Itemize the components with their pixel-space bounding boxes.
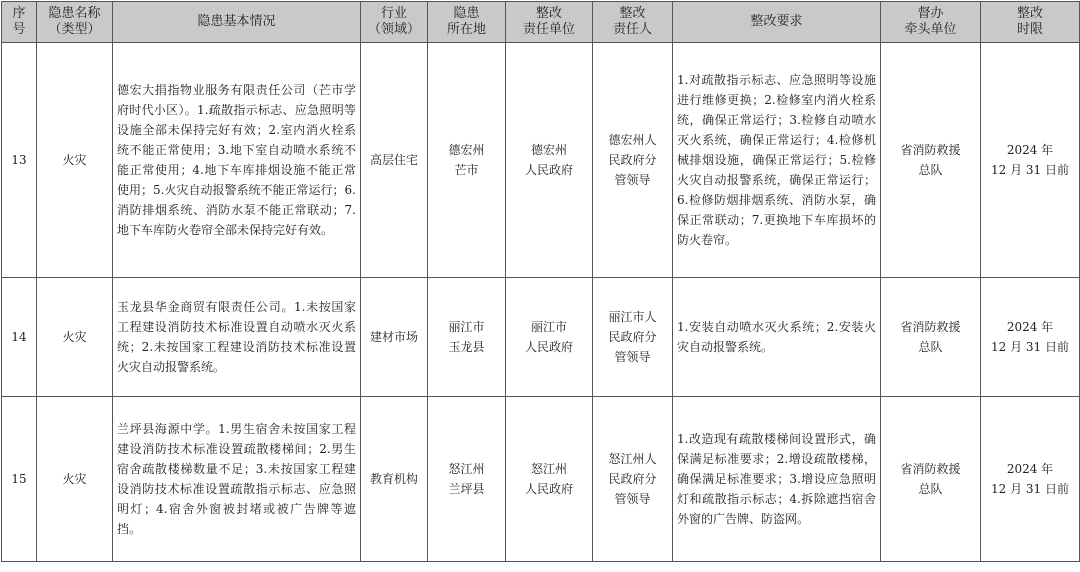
cell-supervisor [881, 43, 981, 278]
cell-deadline-line1: 2024 年 [1006, 143, 1054, 157]
header-deadline-line2: 时限 [1016, 22, 1043, 37]
header-industry-line2: （领域） [367, 22, 420, 37]
cell-location-line1: 德宏州 [448, 143, 485, 157]
header-location [428, 2, 506, 43]
header-industry-line1: 行业 [380, 6, 407, 21]
cell-person-line1: 德宏州人 [608, 133, 657, 147]
cell-person [593, 43, 673, 278]
header-deadline [981, 2, 1080, 43]
cell-person-line1: 丽江市人 [608, 310, 657, 324]
cell-supervisor [881, 278, 981, 397]
header-supervisor-line1: 督办 [917, 6, 944, 21]
header-deadline-line1: 整改 [1016, 6, 1043, 21]
header-person-line1: 整改 [619, 6, 646, 21]
cell-unit [506, 397, 593, 562]
cell-supervisor-line1: 省消防救援 [900, 320, 961, 334]
cell-desc: 兰坪县海源中学。1.男生宿舍未按国家工程建设消防技术标准设置疏散楼梯间；2.男生宿舍疏散楼梯数量不足；3.未按国家工程建设消防技术标准设置疏散指示标志、应急照明灯；4.宿舍外窗被封堵或被广告牌等遮挡。 [113, 397, 361, 562]
cell-person-line3: 管领导 [614, 350, 651, 364]
cell-seq: 14 [2, 278, 37, 397]
cell-person [593, 278, 673, 397]
cell-unit-line1: 德宏州 [530, 143, 567, 157]
table-row [2, 43, 1080, 278]
cell-requirement: 1.对疏散指示标志、应急照明等设施进行维修更换；2.检修室内消火栓系统，确保正常运行；3.检修自动喷水灭火系统，确保正常运行；4.检修机械排烟设施，确保正常运行；5.检修火灾自动报警系统，确保正常运行；6.检修防烟排烟系统、消防水泵，确保正常联动；7.更换地下车库损坏的防火卷帘。 [673, 43, 881, 278]
header-person [593, 2, 673, 43]
cell-desc: 德宏大捐指物业服务有限责任公司（芒市学府时代小区）。1.疏散指示标志、应急照明等设施全部未保持完好有效；2.室内消火栓系统不能正常使用；3.地下室自动喷水系统不能正常使用；4.地下车库排烟设施不能正常使用；5.火灾自动报警系统不能正常运行；6.消防排烟系统、消防水泵不能正常联动；7.地下车库防火卷帘全部未保持完好有效。 [113, 43, 361, 278]
cell-unit-line2: 人民政府 [524, 340, 573, 354]
cell-supervisor-line2: 总队 [918, 163, 943, 177]
header-unit-line1: 整改 [535, 6, 562, 21]
header-location-line2: 所在地 [446, 22, 486, 37]
header-supervisor [881, 2, 981, 43]
cell-location-line1: 怒江州 [448, 462, 485, 476]
table-row [2, 397, 1080, 562]
cell-location-line1: 丽江市 [448, 320, 485, 334]
cell-supervisor-line2: 总队 [918, 482, 943, 496]
cell-person-line3: 管领导 [614, 492, 651, 506]
cell-unit [506, 43, 593, 278]
cell-supervisor [881, 397, 981, 562]
header-person-line2: 责任人 [612, 22, 652, 37]
header-requirement [673, 2, 881, 43]
cell-unit [506, 278, 593, 397]
cell-unit-line1: 怒江州 [530, 462, 567, 476]
cell-unit-line1: 丽江市 [530, 320, 567, 334]
header-requirement-line1: 整改要求 [750, 14, 803, 29]
cell-person-line1: 怒江州人 [608, 452, 657, 466]
cell-industry: 教育机构 [361, 397, 428, 562]
header-industry [361, 2, 428, 43]
table-row [2, 278, 1080, 397]
cell-seq: 15 [2, 397, 37, 562]
header-supervisor-line2: 牵头单位 [904, 22, 957, 37]
cell-industry: 建材市场 [361, 278, 428, 397]
cell-location-line2: 芒市 [454, 163, 479, 177]
cell-deadline-line1: 2024 年 [1006, 462, 1054, 476]
cell-deadline-line2: 12 月 31 日前 [991, 163, 1069, 177]
cell-person-line2: 民政府分 [608, 153, 657, 167]
cell-deadline [981, 278, 1080, 397]
cell-unit-line2: 人民政府 [524, 482, 573, 496]
cell-location-line2: 兰坪县 [448, 482, 485, 496]
cell-supervisor-line1: 省消防救援 [900, 143, 961, 157]
cell-requirement: 1.安装自动喷水灭火系统；2.安装火灾自动报警系统。 [673, 278, 881, 397]
cell-seq: 13 [2, 43, 37, 278]
cell-person-line2: 民政府分 [608, 330, 657, 344]
cell-deadline [981, 397, 1080, 562]
header-name-line2: （类型） [48, 22, 101, 37]
cell-deadline-line1: 2024 年 [1006, 320, 1054, 334]
cell-location [428, 278, 506, 397]
cell-requirement: 1.改造现有疏散楼梯间设置形式，确保满足标准要求；2.增设疏散楼梯，确保满足标准要求；3.增设应急照明灯和疏散指示标志；4.拆除遮挡宿舍外窗的广告牌、防盗网。 [673, 397, 881, 562]
cell-person [593, 397, 673, 562]
header-seq [2, 2, 37, 43]
cell-location-line2: 玉龙县 [448, 340, 485, 354]
cell-desc: 玉龙县华金商贸有限责任公司。1.未按国家工程建设消防技术标准设置自动喷水灭火系统；2.未按国家工程建设消防技术标准设置火灾自动报警系统。 [113, 278, 361, 397]
cell-supervisor-line1: 省消防救援 [900, 462, 961, 476]
cell-person-line2: 民政府分 [608, 472, 657, 486]
cell-deadline-line2: 12 月 31 日前 [991, 340, 1069, 354]
header-seq-line1: 序 [12, 6, 26, 21]
hazard-table [1, 1, 1080, 562]
cell-location [428, 397, 506, 562]
cell-unit-line2: 人民政府 [524, 163, 573, 177]
cell-name: 火灾 [37, 397, 113, 562]
cell-industry: 高层住宅 [361, 43, 428, 278]
cell-name: 火灾 [37, 43, 113, 278]
cell-supervisor-line2: 总队 [918, 340, 943, 354]
header-location-line1: 隐患 [453, 6, 480, 21]
cell-deadline [981, 43, 1080, 278]
header-unit [506, 2, 593, 43]
header-name-line1: 隐患名称 [48, 6, 101, 21]
cell-deadline-line2: 12 月 31 日前 [991, 482, 1069, 496]
cell-name: 火灾 [37, 278, 113, 397]
header-desc [113, 2, 361, 43]
cell-location [428, 43, 506, 278]
header-desc-line1: 隐患基本情况 [197, 14, 276, 29]
header-name [37, 2, 113, 43]
header-unit-line2: 责任单位 [522, 22, 575, 37]
header-row [2, 2, 1080, 43]
header-seq-line2: 号 [12, 22, 26, 37]
cell-person-line3: 管领导 [614, 173, 651, 187]
